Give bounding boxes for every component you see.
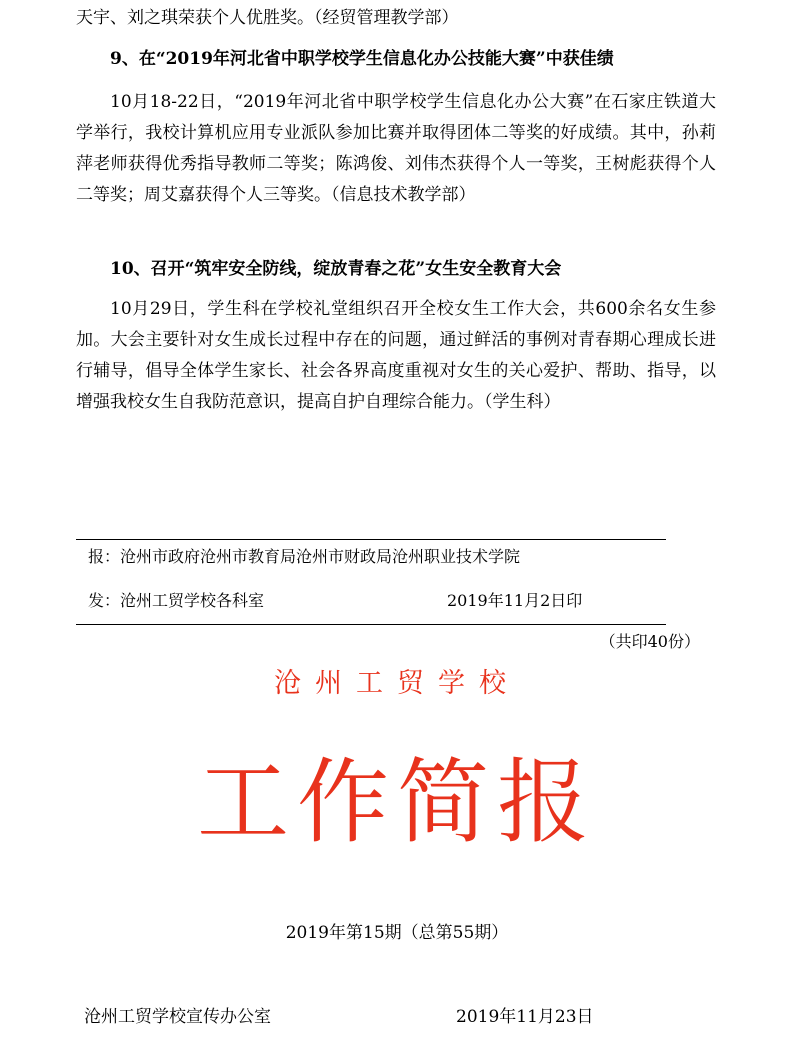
distribution-top-rule [76,539,666,540]
publishing-office: 沧州工贸学校宣传办公室 [84,1007,271,1027]
print-date: 2019年11月2日印 [447,591,583,610]
school-name-header: 沧州工贸学校 [274,668,520,699]
publish-date: 2019年11月23日 [456,1007,594,1027]
heading-item-10: 10、召开“筑牢安全防线，绽放青春之花”女生安全教育大会 [110,259,562,279]
paragraph-item-9: 10月18-22日，“2019年河北省中职学校学生信息化办公大赛”在石家庄铁道大学举行，我校计算机应用专业派队参加比赛并取得团体二等奖的好成绩。其中，孙莉萍老师获得优秀指导教师二等奖；陈鸿俊、刘伟杰获得个人一等奖，王树彪获得个人二等奖；周艾嘉获得个人三等奖。（信息技术教学部） [76,92,716,205]
paragraph-item-10: 10月29日，学生科在学校礼堂组织召开全校女生工作大会，共600余名女生参加。大会主要针对女生成长过程中存在的问题，通过鲜活的事例对青春期心理成长进行辅导，倡导全体学生家长、社会各界高度重视对女生的关心爱护、帮助、指导，以增强我校女生自我防范意识，提高自护自理综合能力。（学生科） [76,299,716,412]
send-to-line: 发：沧州工贸学校各科室 [88,591,265,610]
distribution-bottom-rule [76,624,666,625]
paragraph-prev-award: 天宇、刘之琪荣获个人优胜奖。（经贸管理教学部） [76,8,459,28]
heading-item-9: 9、在“2019年河北省中职学校学生信息化办公技能大赛”中获佳绩 [110,49,614,69]
issue-number: 2019年第15期（总第55期） [285,923,509,943]
bulletin-title: 工作简报 [196,749,597,856]
copies-count: （共印40份） [599,632,700,651]
report-to-line: 报：沧州市政府沧州市教育局沧州市财政局沧州职业技术学院 [88,547,521,566]
